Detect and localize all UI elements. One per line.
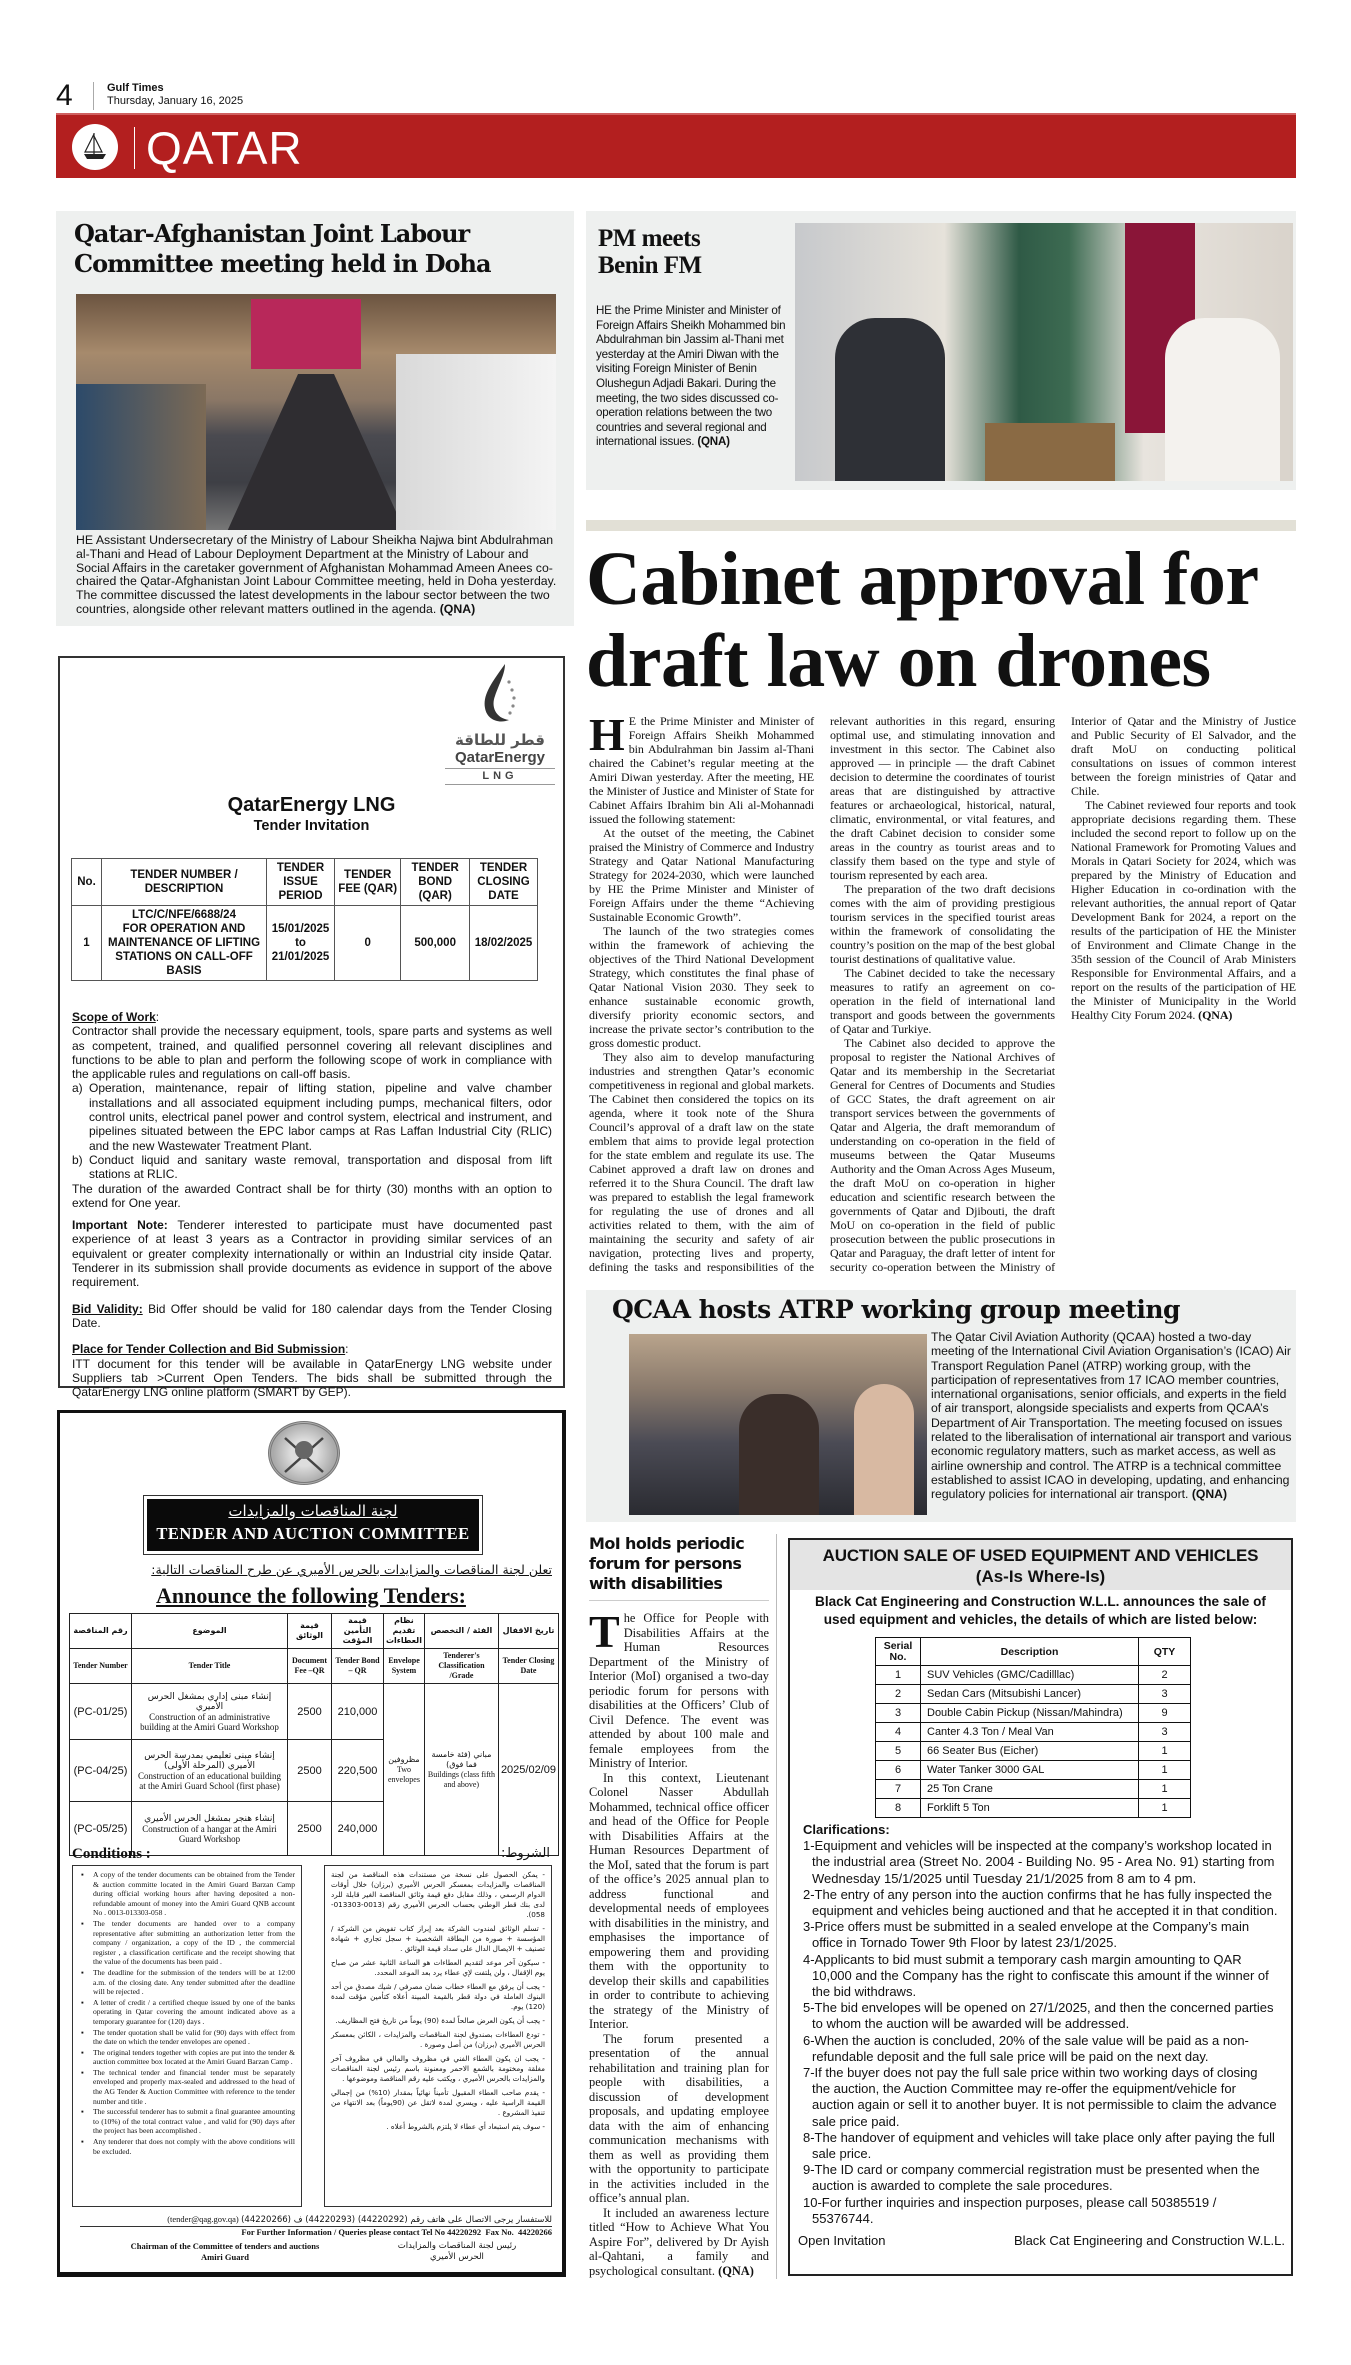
tender-title: إنشاء مبنى تعليمي بمدرسة الحرس الأميري (المرحلة الأولى) Construction of an educational building at the Amiri Guard School (first phase) [132,1740,288,1802]
tender-title: إنشاء هنجر بمشغل الحرس الأميري Construction of a hangar at the Amiri Guard Workshop [132,1802,288,1856]
clarification-item: 8-The handover of equipment and vehicles will take place only after paying the full sale price. [803,2129,1275,2162]
column-rule [776,1534,777,2279]
conditions-ar-box [324,1865,552,2207]
delegates-right [396,354,556,530]
labour-caption [76,534,558,617]
qatarenergy-logo [445,662,555,785]
article-paragraph: The forum presented a presentation of the annual rehabilitation and training plan for people with disabilities, a discussion of development proposals, and updating employee data with the aim of enhancing communication mechanisms with them as well as providing them with the opportunity to participate in the activities included in the office’s annual plan. [589,2031,769,2205]
qcaa-text-body: The Qatar Civil Aviation Authority (QCAA) hosted a two-day meeting of the International Civil Aviation Organisation’s (ICAO) Air Transport Regulation Panel (ATRP) working group, with the participation of representatives from 17 ICAO member countries, international organisations, senior officials, and experts in the field of air transport, alongside specialists and experts from QCAA’s Department of Air Transportation. The meeting focused on issues related to the liberalisation of international air transport and various economic regulatory matters, such as market access, as well as airline ownership and control. The ATRP is a technical committee established to assist ICAO in developing, updating, and enhancing regulatory policies for international air transport. [931,1330,1292,1502]
pm-text [596,304,786,450]
col-header: TENDER FEE (QAR) [335,859,401,906]
coffee-table [985,423,1115,481]
condition-item: ▪ The tender documents are handed over to a company representative after submitting an authorization letter from the company / organization, a copy of the ID , the commercial register , a classification certificate and the receipt showing that the value of the documents has been paid . [79,1919,295,1967]
col-header: الفئة / التخصص [424,1614,498,1649]
col-header: Envelope System [384,1649,425,1684]
clarification-item: 3-Price offers must be submitted in a sealed envelope at the Company’s main office in Tornado Tower 9th Floor by latest 23/1/2025. [803,1919,1250,1951]
table-header-row [876,1638,1191,1666]
auction-intro: Black Cat Engineering and Construction W.L.L. announces the sale of used equipment and vehicles, the details of which are listed below: [815,1594,1266,1627]
document-fee: 2500 [288,1684,332,1740]
host-figure [1165,318,1280,481]
pm-text-body: HE the Prime Minister and Minister of Foreign Affairs Sheikh Mohammed bin Abdulrahman bin Jassim al-Thani met yesterday at the Amiri Diwan with the visiting Foreign Minister of Benin Olushegun Adjadi Bakari. During the meeting, the two sides discussed co-operation relations between the two countries and several regional and international issues. [596,304,786,449]
ad-title: QatarEnergy LNG [227,794,396,816]
scope-text: Contractor shall provide the necessary equipment, tools, spare parts and systems as well as competent, trained, and qualified personnel covering all relevant disciplines and functions to be able to plan and perform the following scope of work in compliance with the applicable rules and regulations on call-off basis. [72,1024,552,1082]
condition-item: ▪ The tender quotation shall be valid for (90) days with effect from the date on which the tender envelopes are opened . [79,2028,295,2047]
col-header: Tender Bond – QR [332,1649,384,1684]
logo-name: QatarEnergy [454,749,546,767]
tender-table [71,858,538,981]
col-header: TENDER NUMBER / DESCRIPTION [102,859,267,906]
article-paragraph: At the outset of the meeting, the Cabinet praised the Ministry of Commerce and Industry Strategy and Qatar National Manufacturing Strategy for 2024-2030, which were launched by HE the Prime Minister and Minister of Foreign Affairs under the theme “Achieving Sustainable Economic Growth”. [589,826,814,924]
col-header: Tender Title [132,1649,288,1684]
committee-title-box [143,1495,483,1555]
chairman-ar: رئيس لجنة المناقصات والمزايدات الحرس الأميري [397,2241,517,2262]
clarification-item: 6-When the auction is concluded, 20% of the sale value will be paid as a non-refundable deposit and the full sale price will be paid on the next day. [803,2032,1249,2064]
clarification-item: 4-Applicants to bid must submit a temporary cash margin amounting to QAR 10,000 and the Company has the right to confiscate this amount if the winner of the bid withdraws. [803,1951,1269,2000]
clarification-item: 5-The bid envelopes will be opened on 27/1/2025, and then the concerned parties to whom the auction will be awarded will be addressed. [803,2000,1274,2032]
masthead-info [107,82,243,108]
col-header: الموضوع [132,1614,288,1649]
tender-bond: 220,500 [332,1740,384,1802]
scope-label: Scope of Work [72,1010,156,1024]
caption-credit: (QNA) [439,601,476,616]
col-header: رقم المناقصة [70,1614,132,1649]
envelope-system: مظروفين Two envelopes [384,1684,425,1856]
cell-closing: 18/02/2025 [470,906,538,981]
qcaa-meeting-photo [629,1334,927,1515]
qcaa-text [931,1330,1293,1502]
presentation-screen [251,299,361,369]
col-header: Tenderer's Classification /Grade [424,1649,498,1684]
delegate-figure [739,1394,819,1515]
tender-title: إنشاء مبنى إداري بمشغل الحرس الأميري Construction of an administrative building at the Amiri Guard Workshop [132,1684,288,1740]
announce-en: Announce the following Tenders: [156,1583,466,1608]
drones-headline [586,538,1259,702]
submission-place: Place for Tender Collection and Bid Submission: [72,1342,349,1357]
page-number: 4 [56,79,73,112]
delegate-figure [854,1384,914,1515]
tenders-table [69,1613,559,1856]
article-paragraph: H E the Prime Minister and Minister of Foreign Affairs Sheikh Mohammed bin Abdulrahman bin Jassim al-Thani chaired the Cabinet’s regular meeting at the Amiri Diwan yesterday. After the meeting, HE the Minister of Justice and Minister of State for Cabinet Affairs Ibrahim bin Ali al-Mohannadi issued the following statement: [589,709,814,826]
col-header: TENDER BOND (QAR) [401,859,470,906]
col-header: Tender Number [70,1649,132,1684]
pm-headline-line: Benin FM [598,252,702,279]
auction-items-table [875,1637,1191,1818]
table-row: 6 Water Tanker 3000 GAL 1 [876,1761,1191,1780]
ad-body: Scope of Work: Contractor shall provide the necessary equipment, tools, spare parts and systems as well as competent, trained, and qualified personnel covering all relevant disciplines and functions to be able to plan and perform the following scope of work in compliance with the applicable rules and regulations on call-off basis. a) Operation, maintenance, repair of lifting station, pipeline and valve chamber installations and all associated equipment including pumps, mechanical filters, odor control units, electrical panel power and control system, electrical and instrument, and pipelines situated between the EPC labor camps at Ras Laffan Industrial City (RLIC) and the new Wastewater Treatment Plant. b) Conduct liquid and sanitary waste removal, transportation and disposal from lift stations at RLIC. The duration of the awarded Contract shall be for thirty (30) months with an option to extend for One year. Important Note: Tenderer interested to participate must have documented past experience of at least 3 years as a Contractor in providing similar services of an equivalent or greater complexity internationally or within an Industrial city inside Qatar. Tenderer in its submission shall provide documents as evidence in support of the above requirement. Bid Validity: Bid Offer should be valid for 180 calendar days from the Tender Closing Date. Place for Tender Collection and Bid Submission: ITT document for this tender will be available in QatarEnergy LNG website under Suppliers tab >Current Open Tenders. The bids shall be submitted through the QatarEnergy LNG online platform (SMART by GEP). [72,1010,553,1400]
cell-bond: 500,000 [401,906,470,981]
table-row: 2 Sedan Cars (Mitsubishi Lancer) 3 [876,1685,1191,1704]
table-row [72,906,538,981]
labour-headline: Qatar-Afghanistan Joint Labour Committee meeting held in Doha [74,219,491,278]
amiri-guard-emblem-icon [268,1421,340,1485]
col-header: QTY [1139,1638,1191,1666]
pm-headline-line: PM meets [598,225,701,252]
document-fee: 2500 [288,1740,332,1802]
condition-item: ▪ A copy of the tender documents can be obtained from the Tender & auction committe located in the Amiri Guard Barzan Camp during official working hours after having deposited a non-refundable amount of money into the Amiri Guard QNB account No . 0013-013303-058 . [79,1870,295,1918]
condition-item-ar: - يجب أن يكون العرض صالحاً لمدة (90) يوماً من تاريخ فتح المظاريف. [335,2016,545,2025]
article-paragraph: The Office for People with Disabilities Affairs at the Human Resources Department of the Ministry of Interior (MoI) organised a two-day periodic forum for persons with disabilities at the Officers’ Club of Civil Defence. The event was attended by about 100 male and female employees from the Ministry of Interior. [589,1606,769,1770]
classification: مباني (فئة خامسة فما فوق) Buildings (class fifth and above) [424,1684,498,1856]
col-header: Serial No. [876,1638,921,1666]
table-row: 8 Forklift 5 Ton 1 [876,1799,1191,1818]
condition-item: ▪ The original tenders together with copies are put into the tender & auction committee box located at the Amiri Guard Barzan Camp . [79,2048,295,2067]
table-row: 3 Double Cabin Pickup (Nissan/Mahindra) 9 [876,1704,1191,1723]
condition-item: ▪ The technical tender and financial tender must be separately enveloped and properly max-sealed and addressed to the head of the AG Tender & Auction Committee with reference to the tender number and title . [79,2068,295,2106]
contact-email[interactable]: (tender@qag.gov.qa) [167,2214,239,2224]
clarifications-label: Clarifications: [803,1822,890,1837]
scope-item: b) Conduct liquid and sanitary waste removal, transportation and disposal from lift stations at RLIC. [72,1152,552,1182]
pm-headline [598,225,702,279]
qcaa-headline: QCAA hosts ATRP working group meeting [612,1295,1181,1324]
col-header: قيمة الوثائق [288,1614,332,1649]
logo-sub: LNG [445,768,555,784]
auction-title: AUCTION SALE OF USED EQUIPMENT AND VEHICLES [822,1546,1259,1565]
article-paragraph: In this context, Lieutenant Colonel Nasser Abdullah Mohammed, technical office officer and head of the Office for People with Disabilities Affairs at the Human Resources Department of the MoI, sated that the forum is part of the office’s 2025 annual plan to address functional and developmental needs of employees with disabilities in the ministry, and emphasises the importance of empowering them and providing them with the opportunity to develop their skills and capabilities in order to contribute to achieving the strategy of the Ministry of Interior. [589,1770,769,2031]
col-header: TENDER ISSUE PERIOD [267,859,335,906]
condition-item: ▪ The successful tenderer has to submit a final guarantee amounting to (10%) of the total contract value , and valid for (90) days after the project has been accomplished . [79,2107,295,2136]
condition-item: ▪ Any tenderer that does not comply with the above conditions will be excluded. [79,2137,295,2156]
table-row [70,1684,559,1740]
col-header: Document Fee –QR [288,1649,332,1684]
contact-ar-text: للاستفسار يرجى الاتصال على هاتف رقم (44220292) (44220293) ف (44220266) [241,2215,552,2225]
article-paragraph: The preparation of the two draft decisions comes with the aim of providing prestigious tourism services in the specified tourist areas within the framework of consolidating the country’s position on the map of the best global tourist destinations of qualitative value. [830,882,1055,966]
auction-footer-right: Black Cat Engineering and Construction W.L.L. [1014,2233,1285,2249]
article-paragraph: They also aim to develop manufacturing industries and strengthen Qatar’s economic competitiveness in regional and global markets. The Cabinet then considered the topics on its agenda, where it took note of the Shura Council’s approval of a draft law on the state emblem that aims to provide legal protection for the state emblem and regulate its use. The Cabinet approved a draft law on drones and referred it to the Shura Council. The draft law was prepared to establish the legal framework for regulating the use of drones and all activities related to them, with the aim of maintaining the security and safety of air navigation, protecting lives and property, defining the tasks and responsibilities of the relevant authorities in this regard, ensuring optimal use, and stimulating innovation and investment in this sector. The Cabinet also approved — in principle — the draft Cabinet decision to determine the coordinates of tourist areas that are distinguished by attractive features or archaeological, historical, natural, climatic, environmental, or vital features, and the draft Cabinet decision to consider some areas in the country as tourist areas and to classify them based on the type and style of tourism represented by each area. [589,714,1055,1274]
submission-text: ITT document for this tender will be available in QatarEnergy LNG website under Suppliers tab >Current Open Tenders. The bids shall be submitted through the QatarEnergy LNG online platform (SMART by GEP). [72,1356,552,1400]
col-header: قيمة التأمين المؤقت [332,1614,384,1649]
condition-item-ar: - تسلم الوثائق لمندوب الشركة بعد إبراز كتاب تفويض من الشركة / المؤسسة + صورة من البطاقة الشخصية + سجل تجاري + شهادة تصنيف + الايصال الدال على سداد قيمة الوثائق . [331,1924,545,1953]
tender-number: (PC-05/25) [70,1802,132,1856]
chairman-en: Chairman of the Committee of tenders and auctions Amiri Guard [130,2241,320,2262]
condition-item: ▪ The deadline for the submission of the tenders will be at 12:00 a.m. of the closing date. Any tender submitted after the deadline will be rejected . [79,1968,295,1997]
tender-bond: 210,000 [332,1684,384,1740]
logo-arabic: قطر للطاقة [455,731,545,750]
banner-divider [134,127,135,169]
committee-title-en: TENDER AND AUCTION COMMITTEE [156,1524,470,1543]
article-paragraph: It included an awareness lecture titled “How to Achieve What You Aspire For”, delivered by Dr Ayish al-Qahtani, a family and psychological consultant. (QNA) [589,2205,769,2278]
clarification-item: 10-For further inquiries and inspection purposes, please call 50385519 / 55376744. [803,2194,1217,2226]
ad-subtitle: Tender Invitation [253,818,370,834]
table-row: 4 Canter 4.3 Ton / Meal Van 3 [876,1723,1191,1742]
table-row: 5 66 Seater Bus (Eicher) 1 [876,1742,1191,1761]
auction-footer [790,2227,1291,2249]
col-header: No. [72,859,102,906]
clarification-item: 1-Equipment and vehicles will be inspected at the company’s workshop located in the industrial area (Street No. 2004 - Building No. 95 - Area No. 91) starting from Wednesday 15/1/2025 until Tuesday 21/1/2025 from 8 am to 4 pm. [803,1838,1275,1886]
table-row: 7 25 Ton Crane 1 [876,1780,1191,1799]
article-paragraph: The launch of the two strategies comes within the framework of achieving the objectives of the Third National Development Strategy, which constitutes the final phase of Qatar National Vision 2030. They seek to enhance sustainable economic growth, diversify priority economic sectors, and increase the private sector’s contribution to the gross domestic product. [589,924,814,1050]
cell-issue-period: 15/01/2025 to 21/01/2025 [267,906,335,981]
drones-article-body [589,709,1296,1286]
col-header: نظام تقديم العطاءات [384,1614,425,1649]
pm-credit: (QNA) [697,435,730,449]
tender-bond: 240,000 [332,1802,384,1856]
clarification-item: 7-If the buyer does not pay the full sale price within two working days of closing the auction, the Auction Committee may re-offer the equipment/vehicle for auction again or sell it to another buyer. It is not permissible to claim the advance sale price paid. [803,2065,1277,2129]
condition-item-ar: - يمكن الحصول على نسخة من مستندات هذه المناقصة من لجنة المناقصات والمزايدات بمعسكر الحرس الأميري (برزان) خلال أوقات الدوام الرسمي ، وذلك مقابل دفع قيمة وثائق المناقصة الغير قابلة للرد لدى بنك قطر الوطني بحساب الحرس الأميري رقم (0013-013303-058). [331,1870,545,1919]
delegates-left [76,384,206,530]
table-row: 1 SUV Vehicles (GMC/Cadilllac) 2 [876,1666,1191,1685]
drones-headline-line: Cabinet approval for [586,537,1259,621]
important-note: Important Note: Tenderer interested to participate must have documented past experience of at least 3 years as a Contractor in providing similar services of an equivalent or greater complexity internationally or within an Industrial city inside Qatar. Tenderer in its submission shall provide documents as evidence in support of the above requirement. [72,1218,553,1290]
cell-fee: 0 [335,906,401,981]
pm-story [586,211,1296,490]
contact-line-ar [80,2213,552,2227]
bid-validity: Bid Validity: Bid Offer should be valid for 180 calendar days from the Tender Closing Date. [72,1301,552,1330]
clarification-item: 2-The entry of any person into the auction confirms that he has fully inspected the equipment and vehicles being auctioned and that he accepted it in that condition. [803,1886,1278,1919]
conference-table [226,374,406,530]
drones-headline-line: draft law on drones [586,619,1211,703]
amiri-guard-tender-ad [57,1410,566,2277]
table-header-row-en [70,1649,559,1684]
table-header-row-ar [70,1614,559,1649]
article-credit: (QNA) [1198,1008,1233,1022]
condition-item-ar: - يقدم صاحب العطاء المقبول تأميناً نهائياً بمقدار (10%) من إجمالي القيمة الراسية عليه ، ويسري لمدة لاتقل عن (90يوماً) بعد الانتهاء من تنفيذ المشروع . [331,2088,546,2117]
cell-description: LTC/C/NFE/6688/24 FOR OPERATION AND MAINTENANCE OF LIFTING STATIONS ON CALL-OFF BASIS [102,906,267,981]
committee-title-ar: لجنة المناقصات والمزايدات [228,1502,398,1520]
announce-ar: تعلن لجنة المناقصات والمزايدات بالحرس الأميري عن طرح المناقصات التالية: [151,1562,552,1577]
labour-story [56,211,574,626]
section-title: QATAR [146,122,303,174]
article-paragraph: The Cabinet also decided to approve the proposal to register the National Archives of Qatar and its membership in the Secretariat General for Centres of Documents and Studies of GCC States, the draft agreement on air transport services between the governments of Qatar and Algeria, the draft memorandum of understanding on co-operation in the field of museums between the Qatar Museums Authority and the Oman Across Ages Museum, the draft MoU on co-operation in higher education and scientific research between the governments of Qatar and Djibouti, the draft MoU on co-operation in the field of public prosecution between the public prosecutions in Qatar and Paraguay, the draft letter of intent for security co-operation between the Ministry of Interior of Qatar and the Ministry of Justice and Public Security of El Salvador, and the draft MoU on conducting political consultations on issues of common interest between the foreign ministries of Qatar and Chile. [830,714,1296,1274]
article-credit: (QNA) [718,2263,754,2278]
qcaa-credit: (QNA) [1191,1487,1228,1502]
paper-name: Gulf Times [107,82,164,94]
closing-date: 2025/02/09 [498,1684,558,1856]
cell-no: 1 [72,906,102,981]
qatarenergy-tender-ad [58,656,565,1400]
col-header: Description [921,1638,1139,1666]
condition-item: ▪ A letter of credit / a certified cheque issued by one of the banks operating in Qatar covering the amount indicated above as a temporary guarantee for (120) days . [79,1998,295,2027]
duration-text: The duration of the awarded Contract shall be for thirty (30) months with an option to extend for One year. [72,1181,552,1210]
conditions-label-ar: الشروط: [500,1846,550,1861]
conditions-label-en: Conditions : [72,1846,151,1862]
section-banner [56,113,1296,178]
condition-item-ar: - يجب ان يكون العطاء الفني في مظروف والمالي في مظروف آخر مغلقة ومختومة بالشمع الاحمر ومعنونة باسم رئيس لجنة المناقصات والمزايدات بالحرس الأميري ، ويكتب عليه رقم المناقصة وموضوعها . [331,2054,545,2083]
moi-body [589,1606,769,2278]
auction-subtitle: (As-Is Where-Is) [975,1567,1106,1586]
qcaa-story [586,1290,1296,1522]
guest-figure [835,318,945,481]
pm-meeting-photo [795,223,1293,481]
moi-story [589,1534,769,2278]
auction-footer-left: Open Invitation [798,2233,886,2249]
condition-item-ar: - سيكون آخر موعد لتقديم العطاءات هو الساعة الثانية عشر من صباح يوم الإقفال ، ولن يلتفت لإي عطاء يرد بعد الموعد المحدد. [331,1958,545,1977]
masthead-divider [93,82,94,110]
tender-number: (PC-04/25) [70,1740,132,1802]
article-paragraph: The Cabinet decided to take the necessary measures to ratify an agreement on co-operation in the field of international land transport and goods between the governments of Qatar and Turkiye. [830,966,1055,1036]
scope-item: a) Operation, maintenance, repair of lifting station, pipeline and valve chamber installations and all associated equipment including pumps, mechanical filters, odor control units, electrical panel power and control system, electrical and instrument, and pipelines situated between the EPC labor camps at Ras Laffan Industrial City (RLIC) and the new Wastewater Treatment Plant. [72,1081,552,1153]
caption-text: HE Assistant Undersecretary of the Ministry of Labour Sheikha Najwa bint Abdulrahman al-Thani and Head of Labour Deployment Department at the Ministry of Labour and Social Affairs in the caretaker government of Afghanistan Mohammad Ameen Anees co-chaired the Qatar-Afghanistan Joint Labour Committee meeting, held in Doha yesterday. The committee discussed the latest developments in the labour sector between the two countries, alongside other relevant matters outlined in the agenda. [76,533,557,616]
droplet-logo-icon [475,662,525,728]
conditions-en-box [72,1865,302,2207]
clarification-item: 9-The ID card or company commercial registration must be presented when the auction is awarded to complete the sale procedures. [803,2162,1260,2194]
condition-item-ar: - سوف يتم استبعاد أي عطاء لا يلتزم بالشروط أعلاه . [386,2122,545,2131]
drop-cap: T [589,1606,620,1657]
condition-item-ar: - يجب أن يرفق مع العطاء خطاب ضمان مصرفي / شيك مصدق من أحد البنوك العاملة في دولة قطر بالقيمة المبينة أعلاه كتأمين مؤقت لمدة (120) يوم. [331,1982,545,2011]
table-header-row [72,859,538,906]
tender-number: (PC-01/25) [70,1684,132,1740]
drones-top-rule [586,520,1296,531]
auction-header [790,1540,1291,1590]
contact-line-en: For Further Information / Queries please contact Tel No 44220292 Fax No. 44220266 [241,2227,552,2237]
col-header: TENDER CLOSING DATE [470,859,538,906]
col-header: Tender Closing Date [498,1649,558,1684]
drop-cap: H [589,709,625,760]
document-fee: 2500 [288,1802,332,1856]
labour-meeting-photo [76,294,556,530]
condition-item-ar: - تودع العطاءات بصندوق لجنة المناقصات والمزايدات ، الكائن بمعسكر الحرس الأميري (برزان) من أصل وصورة . [331,2030,545,2049]
auction-sale-ad [788,1538,1293,2276]
clarifications [790,1818,1291,2227]
issue-date: Thursday, January 16, 2025 [107,95,244,107]
dhow-logo-icon [72,124,118,170]
moi-headline: MoI holds periodic forum for persons with disabilities [589,1534,769,1601]
article-paragraph: The Cabinet reviewed four reports and took appropriate decisions regarding them. These included the second report to follow up on the National Framework for Promoting Values and Morals in Qatari Society for 2024, which was prepared by the Ministry of Education and Higher Education in co-ordination with the relevant authorities, the annual report of Qatar Development Bank for 2024, a report on the results of the participation of HE the Minister of Environment and Climate Change in the 35th session of the Council of Arab Ministers Responsible for Environmental Affairs, and a report on the results of the participation of HE the Minister of Municipality in the World Healthy City Forum 2024. (QNA) [1071,798,1296,1022]
col-header: تاريخ الاقفال [498,1614,558,1649]
